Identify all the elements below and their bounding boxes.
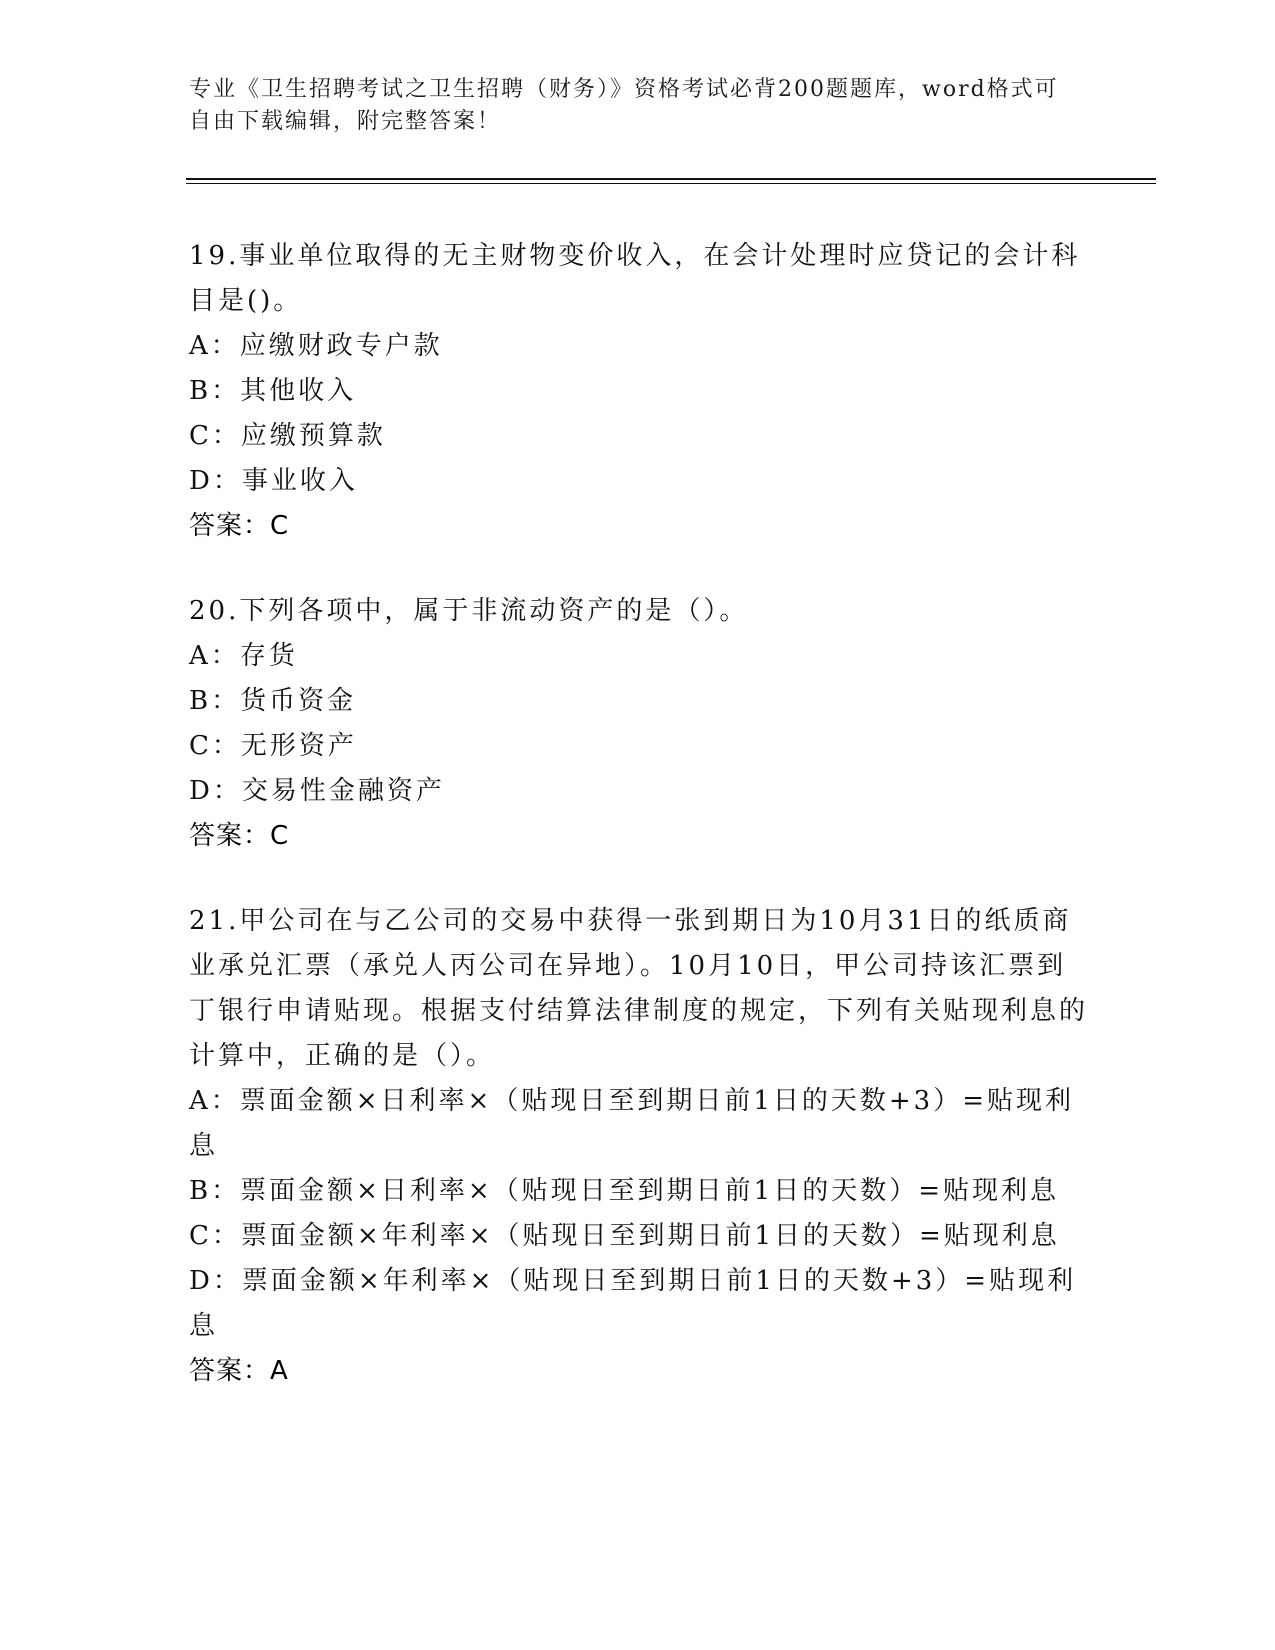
question-stem: 21.甲公司在与乙公司的交易中获得一张到期日为10月31日的纸质商业承兑汇票（承兑人丙公司在异地）。10月10日，甲公司持该汇票到丁银行申请贴现。根据支付结算法律制度的规定，下列有关贴现利息的计算中，正确的是（）。 <box>189 906 1089 1071</box>
question-list <box>189 234 1089 1434</box>
question-stem: 19.事业单位取得的无主财物变价收入，在会计处理时应贷记的会计科目是()。 <box>189 241 1081 316</box>
answer: 答案：C <box>189 821 290 851</box>
option-c: C：票面金额×年利率×（贴现日至到期日前1日的天数）=贴现利息 <box>189 1221 1060 1251</box>
answer: 答案：A <box>189 1356 289 1386</box>
option-d: D：票面金额×年利率×（贴现日至到期日前1日的天数+3）=贴现利息 <box>189 1266 1077 1341</box>
question-21 <box>189 899 1089 1394</box>
question-20 <box>189 589 1089 859</box>
document-header: 专业《卫生招聘考试之卫生招聘（财务）》资格考试必背200题题库，word格式可自由下载编辑，附完整答案！ <box>189 77 1059 134</box>
option-b: B：货币资金 <box>189 686 357 716</box>
question-stem: 20.下列各项中，属于非流动资产的是（）。 <box>189 596 749 626</box>
option-a: A：存货 <box>189 641 298 671</box>
option-d: D：交易性金融资产 <box>189 776 445 806</box>
option-d: D：事业收入 <box>189 466 358 496</box>
option-b: B：票面金额×日利率×（贴现日至到期日前1日的天数）=贴现利息 <box>189 1176 1060 1206</box>
answer: 答案：C <box>189 511 290 541</box>
option-a: A：应缴财政专户款 <box>189 331 443 361</box>
header-divider-thin <box>186 183 1156 184</box>
option-a: A：票面金额×日利率×（贴现日至到期日前1日的天数+3）=贴现利息 <box>189 1086 1075 1161</box>
question-19 <box>189 234 1089 549</box>
option-c: C：无形资产 <box>189 731 357 761</box>
header-divider-thick <box>186 178 1156 180</box>
option-b: B：其他收入 <box>189 376 357 406</box>
option-c: C：应缴预算款 <box>189 421 386 451</box>
